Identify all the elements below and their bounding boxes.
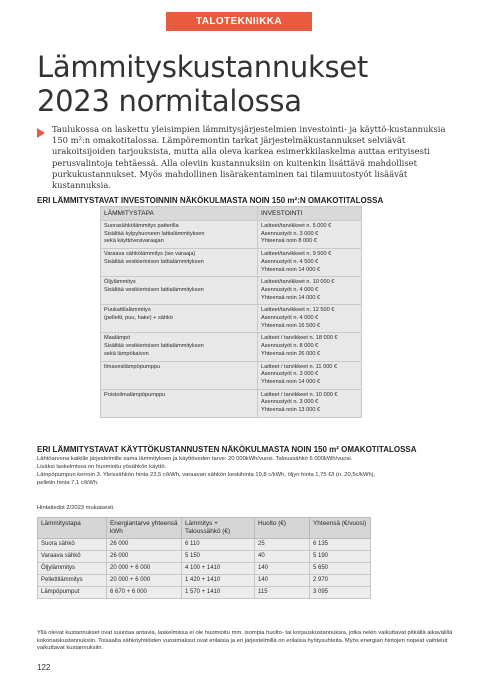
investment-line: Asennustyöt n. 4 500 € [261,258,319,265]
method-cell [101,277,258,305]
table-cell: 140 [255,575,310,587]
operating-cost-table [37,517,371,599]
investment-line: Laitteet / tarvikkeet n. 10 000 € [261,391,338,398]
page-number: 122 [37,663,51,672]
table-cell: 5 190 [310,551,371,563]
method-line: (pelletti, puu, hake) + sähkö [104,315,173,322]
title-line-1: Lämmityskustannukset [37,50,368,84]
investment-line: Yhteensä noin 13 000 € [261,407,321,414]
investment-cell [258,249,362,277]
table-cell: 1 420 + 1410 [182,575,255,587]
column-header: LÄMMITYSTAPA [101,207,258,221]
method-line: Öljylämmitys [104,279,136,286]
table-row [101,333,362,361]
method-line: Varaava sähkölämmitys (iso varaaja) [104,251,196,258]
column-header: Yhteensä (€/vuosi) [310,518,371,539]
investment-cell [258,305,362,333]
table-cell: 5 650 [310,563,371,575]
table-cell: 2 970 [310,575,371,587]
investment-line: Laitteet/tarvikkeet n. 10 000 € [261,279,335,286]
investment-cell [258,333,362,361]
method-cell [101,305,258,333]
arrow-right-icon [37,128,45,138]
table-row [101,305,362,333]
method-line: Maalämpö [104,335,131,342]
method-line: Sisältää vesikiertoisen lattialämmityksen [104,343,204,350]
investment-line: Laitteet / tarvikkeet n. 11 000 € [261,363,338,370]
column-header: Energiantarve yhteensä kWh [107,518,182,539]
table-row [38,539,371,551]
method-line: sekä käyttövesivaraajan [104,238,164,245]
investment-line: Yhteensä noin 16 500 € [261,322,321,329]
investment-line: Laitteet/tarvikkeet n. 5 000 € [261,223,332,229]
table-cell: 3 095 [310,587,371,599]
table-cell: 40 [255,551,310,563]
method-cell [101,361,258,389]
table-row [101,389,362,417]
table-cell: 115 [255,587,310,599]
column-header: Lämmitys + Taloussähkö (€) [182,518,255,539]
table-cell: 6 135 [310,539,371,551]
investment-line: Yhteensä noin 26 000 € [261,350,321,357]
table-cell: 26 000 [107,539,182,551]
table-row [101,361,362,389]
investment-cell [258,389,362,417]
investment-table [100,206,362,418]
calculation-notes [37,455,457,487]
investment-cell [258,361,362,389]
column-header: INVESTOINTI [258,207,362,221]
investment-line: Yhteensä noin 14 000 € [261,378,321,385]
note-line: pelletin hinta 7,1 c/kWh. [37,480,99,486]
table-cell: Öljylämmitys [38,563,107,575]
investment-line: Asennustyöt n. 4 000 € [261,286,319,293]
column-header: Lämmitystapa [38,518,107,539]
table-cell: Varaava sähkö [38,551,107,563]
table-row [38,563,371,575]
investment-line: Yhteensä noin 14 000 € [261,294,321,301]
table-cell: 20 000 + 6 000 [107,563,182,575]
investment-cell [258,221,362,249]
section-tag: TALOTEKNIIKKA [166,12,312,31]
price-date: Hintatiedot 2/2023 mukaisesti. [37,505,115,511]
footer-note: Yllä olevat kustannukset ovat suuntaa antavia, laskelmissa ei ole huomioitu mm. isompia huolto- tai korjauskustannuksia, jotka nekin vaikuttavat pitkällä aikavälillä kokonaiskustannuksiin. Toisaalta sähköyhtiöiden vuosimaksut ovat erilaisia ja eri järjestelmillä on erilaisia hyötysuhteita. Myös energian hintojen nopeat vaihtelut vaikuttavat kustannuksiin. [37,630,453,652]
operating-heading: ERI LÄMMITYSTAVAT KÄYTTÖKUSTANNUSTEN NÄKÖKULMASTA NOIN 150 m² OMAKOTITALOSSA [37,445,417,454]
column-header: Huolto (€) [255,518,310,539]
investment-line: Asennustyöt n. 3 000 € [261,371,319,378]
table-cell: 20 000 + 6 000 [107,575,182,587]
method-cell [101,249,258,277]
title-line-2: 2023 normitalossa [37,84,302,118]
table-header-row [38,518,371,539]
table-cell: 25 [255,539,310,551]
method-line: Suorasähkölämmitys patterilla [104,223,179,229]
method-line: Poistoilmalämpöpumppu [104,391,166,398]
method-line: sekä lämpökaivon [104,350,149,357]
table-cell: 140 [255,563,310,575]
investment-cell [258,277,362,305]
method-line: Sisältää kylpyhuoneen lattialämmityksen [104,230,205,237]
note-line: Lämpöpumpun kerroin 3. Yleissähkön hinta 23,5 c/kWh, varaavan sähkön keskihinta 19,8 c/kWh, öljyn hinta 1,75 €/l (n. 20,5c/kWh), [37,472,376,478]
method-line: Sisältää vesikiertoisen lattialämmityksen [104,258,204,265]
investment-heading: ERI LÄMMITYSTAVAT INVESTOINNIN NÄKÖKULMASTA NOIN 150 m²:N OMAKOTITALOSSA [37,196,384,205]
method-cell [101,221,258,249]
investment-line: Laitteet / tarvikkeet n. 18 000 € [261,335,338,342]
investment-line: Laitteet/tarvikkeet n. 12 500 € [261,307,335,314]
page-title [37,50,457,118]
table-row [101,277,362,305]
method-line: Ilmavesilämpöpumppu [104,363,160,370]
table-cell: 26 000 [107,551,182,563]
table-cell: 6 110 [182,539,255,551]
investment-line: Yhteensä noin 14 000 € [261,266,321,273]
table-cell: 5 150 [182,551,255,563]
investment-line: Asennustyöt n. 3 000 € [261,230,319,237]
table-row [38,575,371,587]
table-row [38,551,371,563]
investment-line: Asennustyöt n. 8 000 € [261,343,319,350]
lead-paragraph: Taulukossa on laskettu yleisimpien lämmitysjärjestelmien investointi- ja käyttö-kustannuksia 150 m²:n omakotitalossa. Lämpöremontin tarkat järjestelmäkustannukset selviävät urakoitsijoiden tarjouksista, mutta alla oleva karkea esimerkkilaskelma auttaa erityisesti perusvalintoja tehtäessä. Alla oleviin kustannuksiin on kuitenkin lisättävä mahdolliset purkukustannukset. Myös mahdollinen lisärakentaminen tai tilamuutostyöt lisäävät kustannuksia. [52,124,446,191]
table-cell: 6 670 + 6 000 [107,587,182,599]
method-line: Sisältää vesikiertoisen lattialämmityksen [104,286,204,293]
table-row [101,249,362,277]
method-cell [101,333,258,361]
table-cell: 1 570 + 1410 [182,587,255,599]
table-row [38,587,371,599]
investment-line: Yhteensä noin 8 000 € [261,238,317,245]
note-line: Lähtöarvona kaikille järjestelmille sama lämmityksen ja käyttöveden tarve: 20 000kWh/vuosi. Taloussähkö 6 000kWh/vuosi. [37,456,353,462]
note-line: Lisäksi laskelmissa on huomioitu yösähkön käyttö. [37,464,167,470]
method-cell [101,389,258,417]
table-cell: Suora sähkö [38,539,107,551]
method-line: Puukattilalämmitys [104,307,151,314]
table-header-row [101,207,362,221]
investment-line: Laitteet/tarvikkeet n. 9 500 € [261,251,332,258]
investment-line: Asennustyöt n. 3 000 € [261,399,319,406]
table-cell: 4 100 + 1410 [182,563,255,575]
investment-line: Asennustyöt n. 4 000 € [261,315,319,322]
table-cell: Pellettilämmitys [38,575,107,587]
table-row [101,221,362,249]
table-cell: Lämpöpumput [38,587,107,599]
